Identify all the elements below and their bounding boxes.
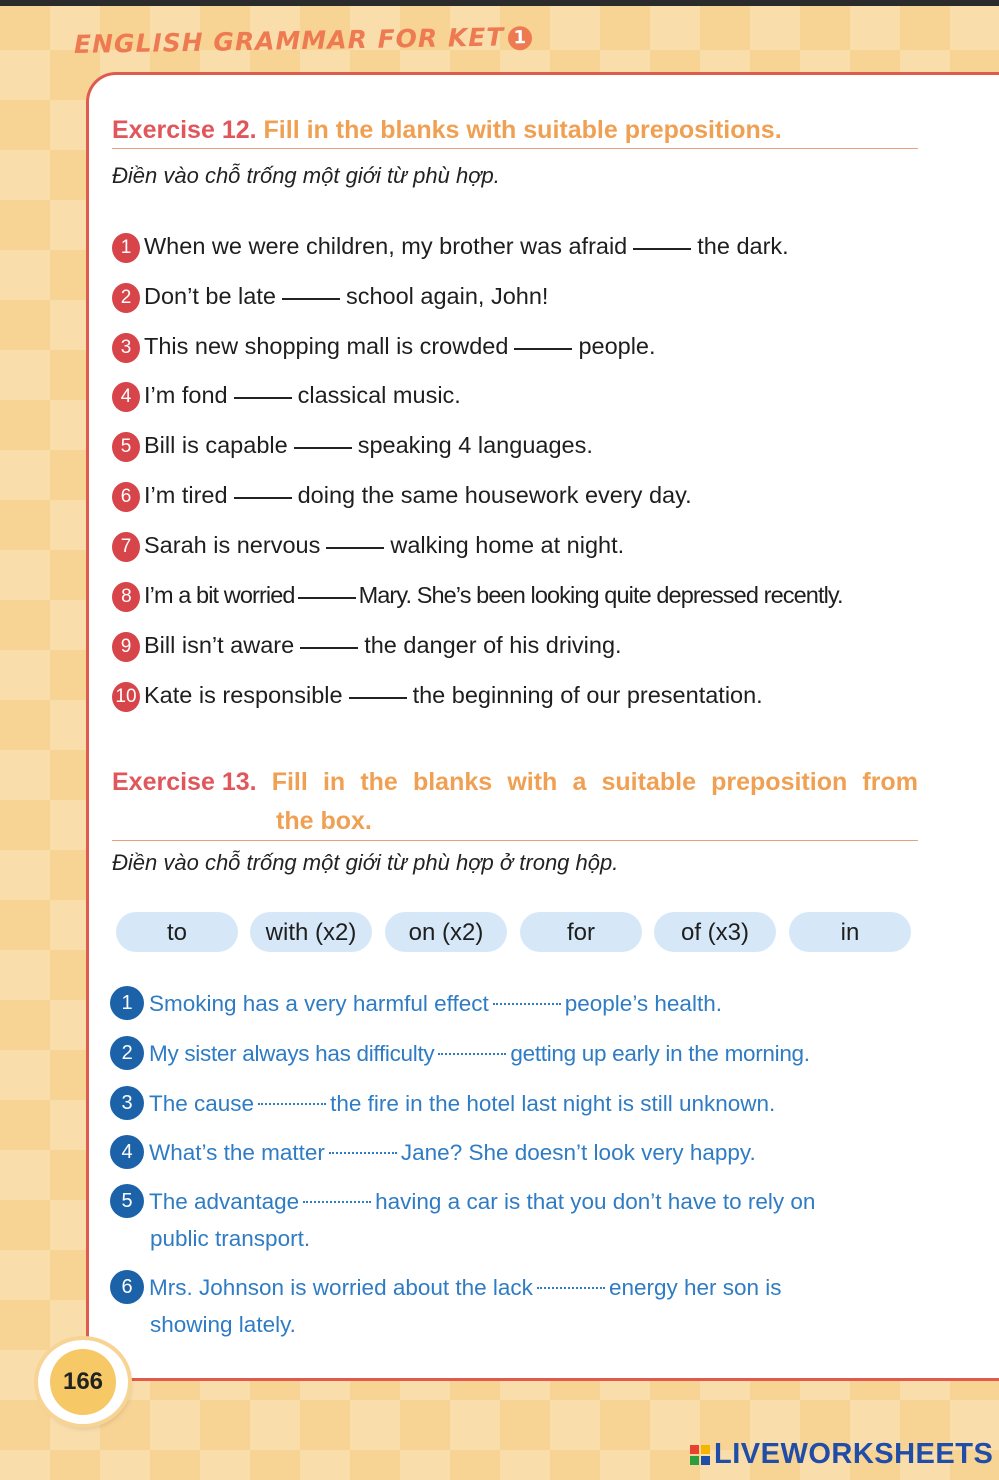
- exercise-13-vietnamese-instruction: Điền vào chỗ trống một giới từ phù hợp ở trong hộp.: [112, 850, 619, 875]
- question-number-badge: 9: [112, 632, 140, 662]
- ex13-question-5: [110, 1183, 916, 1257]
- answer-blank[interactable]: [258, 1101, 326, 1105]
- answer-blank[interactable]: [300, 645, 358, 649]
- instruction-word: in: [322, 768, 346, 796]
- liveworksheets-logo-icon: [690, 1445, 710, 1465]
- question-number-badge: 3: [112, 333, 140, 363]
- question-text-after: the beginning of our presentation.: [412, 682, 763, 708]
- ex12-question-8: [112, 581, 922, 612]
- instruction-word: with: [507, 768, 558, 796]
- question-text-before: Bill isn’t aware: [144, 632, 295, 658]
- answer-blank[interactable]: [303, 1199, 371, 1203]
- answer-blank[interactable]: [234, 395, 292, 399]
- ex12-question-1: [112, 232, 922, 263]
- ex12-question-10: [112, 681, 922, 712]
- question-number-badge: 3: [110, 1086, 144, 1120]
- question-text-after: Jane? She doesn’t look very happy.: [400, 1140, 756, 1165]
- ex12-question-5: [112, 431, 922, 462]
- ex13-question-6: [110, 1269, 916, 1343]
- answer-blank[interactable]: [329, 1150, 397, 1154]
- preposition-word-box: [116, 912, 912, 952]
- question-text-after: school again, John!: [345, 283, 549, 309]
- exercise-12-vietnamese-instruction: Điền vào chỗ trống một giới từ phù hợp.: [112, 163, 500, 188]
- ex13-question-2: [110, 1035, 916, 1072]
- exercise-13-instruction-line2: the box.: [276, 807, 372, 835]
- question-text-before: Mrs. Johnson is worried about the lack: [149, 1275, 533, 1300]
- book-number-badge: 1: [508, 26, 532, 50]
- question-text-after: having a car is that you don’t have to rely on: [375, 1189, 816, 1214]
- question-text-before: My sister always has difficulty: [149, 1041, 435, 1066]
- question-number-badge: 8: [112, 582, 140, 612]
- word-box-item: of (x3): [654, 912, 776, 952]
- answer-blank[interactable]: [282, 296, 340, 300]
- question-text-before: Sarah is nervous: [144, 532, 321, 558]
- question-text-before: What’s the matter: [149, 1140, 325, 1165]
- ex12-question-9: [112, 631, 922, 662]
- answer-blank[interactable]: [294, 445, 352, 449]
- question-text-after: walking home at night.: [390, 532, 625, 558]
- question-text-after: the dark.: [697, 233, 789, 259]
- exercise-12-heading: [112, 116, 918, 149]
- ex13-question-4: [110, 1134, 916, 1171]
- question-text-before: The cause: [149, 1091, 255, 1116]
- question-text-after: speaking 4 languages.: [357, 432, 593, 458]
- ex12-question-4: [112, 381, 922, 412]
- question-number-badge: 7: [112, 532, 140, 562]
- question-number-badge: 6: [110, 1270, 144, 1304]
- top-edge-strip: [0, 0, 999, 6]
- question-text-before: This new shopping mall is crowded: [144, 333, 509, 359]
- instruction-word: Fill: [271, 768, 308, 796]
- word-box-item: for: [520, 912, 642, 952]
- ex13-question-3: [110, 1085, 916, 1122]
- question-number-badge: 1: [110, 986, 144, 1020]
- question-text-before: The advantage: [149, 1189, 300, 1214]
- question-text-before: I’m tired: [144, 482, 228, 508]
- answer-blank[interactable]: [493, 1001, 561, 1005]
- exercise-12-instruction: Fill in the blanks with suitable prepositions.: [263, 116, 782, 144]
- question-number-badge: 6: [112, 482, 140, 512]
- page-number: 166: [50, 1349, 116, 1415]
- liveworksheets-watermark: [690, 1438, 993, 1471]
- book-title-text: ENGLISH GRAMMAR FOR KET: [73, 22, 505, 59]
- instruction-word: suitable: [601, 768, 696, 796]
- word-box-item: in: [789, 912, 911, 952]
- question-number-badge: 2: [112, 283, 140, 313]
- question-number-badge: 1: [112, 233, 140, 263]
- question-text-after: getting up early in the morning.: [510, 1041, 810, 1066]
- question-text-before: Don’t be late: [144, 283, 276, 309]
- book-title: [74, 22, 533, 59]
- question-text-continued: public transport.: [150, 1226, 311, 1251]
- instruction-word: preposition: [711, 768, 848, 796]
- exercise-13-number: Exercise 13.: [112, 768, 257, 796]
- answer-blank[interactable]: [298, 595, 356, 599]
- question-text-after: energy her son is: [608, 1275, 782, 1300]
- answer-blank[interactable]: [514, 346, 572, 350]
- exercise-13-divider: [112, 840, 918, 841]
- exercise-12-number: Exercise 12.: [112, 116, 257, 144]
- ex12-question-7: [112, 531, 922, 562]
- question-text-after: classical music.: [297, 382, 461, 408]
- question-number-badge: 4: [112, 382, 140, 412]
- answer-blank[interactable]: [326, 545, 384, 549]
- question-text-before: Kate is responsible: [144, 682, 343, 708]
- question-number-badge: 10: [112, 682, 140, 712]
- question-text-before: When we were children, my brother was afraid: [144, 233, 628, 259]
- exercise-13-heading: [112, 763, 918, 841]
- question-text-continued: showing lately.: [150, 1312, 296, 1337]
- word-box-item: on (x2): [385, 912, 507, 952]
- ex12-question-3: [112, 332, 922, 363]
- answer-blank[interactable]: [234, 495, 292, 499]
- question-text-before: I’m a bit worried: [144, 582, 295, 608]
- bottom-divider: [128, 1378, 999, 1381]
- answer-blank[interactable]: [438, 1051, 506, 1055]
- question-number-badge: 5: [112, 432, 140, 462]
- question-text-after: people’s health.: [564, 991, 722, 1016]
- word-box-item: with (x2): [250, 912, 372, 952]
- answer-blank[interactable]: [537, 1285, 605, 1289]
- instruction-word: from: [862, 768, 918, 796]
- page-number-badge: [38, 1340, 128, 1424]
- answer-blank[interactable]: [633, 246, 691, 250]
- question-text-after: Mary. She’s been looking quite depressed recently.: [358, 582, 843, 608]
- question-number-badge: 5: [110, 1184, 144, 1218]
- watermark-text: LIVEWORKSHEETS: [714, 1438, 994, 1470]
- question-text-before: Bill is capable: [144, 432, 288, 458]
- ex12-question-6: [112, 481, 922, 512]
- question-text-after: the danger of his driving.: [364, 632, 622, 658]
- question-text-after: doing the same housework every day.: [297, 482, 692, 508]
- question-text-before: Smoking has a very harmful effect: [149, 991, 489, 1016]
- instruction-word: blanks: [412, 768, 493, 796]
- answer-blank[interactable]: [349, 695, 407, 699]
- word-box-item: to: [116, 912, 238, 952]
- question-number-badge: 2: [110, 1036, 144, 1070]
- ex12-question-2: [112, 282, 922, 313]
- instruction-word: the: [360, 768, 398, 796]
- question-text-before: I’m fond: [144, 382, 228, 408]
- question-number-badge: 4: [110, 1135, 144, 1169]
- question-text-after: the fire in the hotel last night is still unknown.: [330, 1091, 776, 1116]
- ex13-question-1: [110, 985, 916, 1022]
- question-text-after: people.: [578, 333, 656, 359]
- instruction-word: a: [572, 768, 587, 796]
